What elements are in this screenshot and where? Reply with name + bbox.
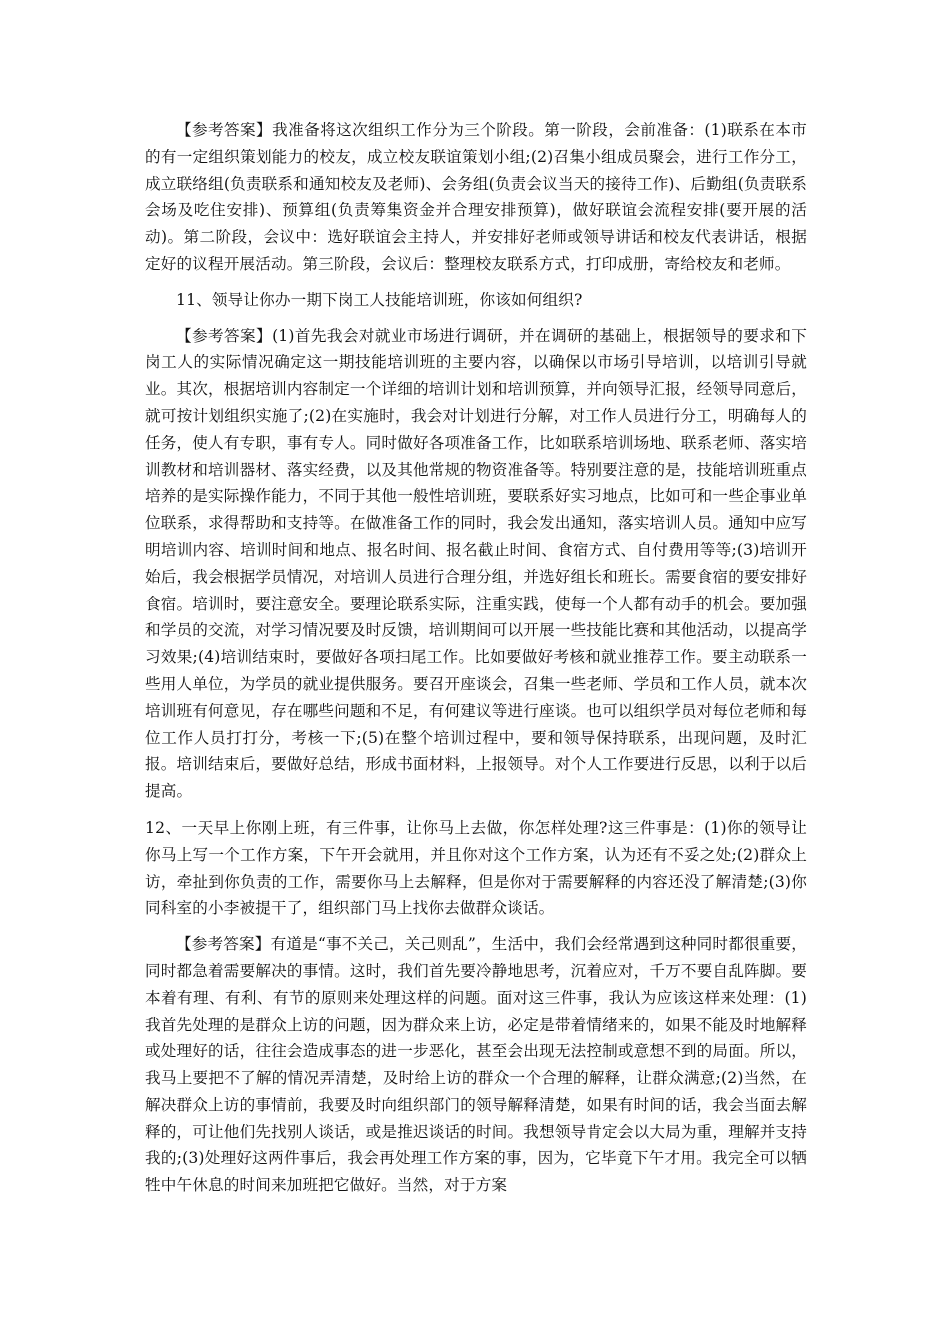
document-body bbox=[145, 117, 807, 1199]
answer-paragraph-10: 【参考答案】我准备将这次组织工作分为三个阶段。第一阶段，会前准备：(1)联系在本市的有一定组织策划能力的校友，成立校友联谊策划小组;(2)召集小组成员聚会，进行工作分工，成立联络组(负责联系和通知校友及老师)、会务组(负责会议当天的接待工作)、后勤组(负责联系会场及吃住安排)、预算组(负责筹集资金并合理安排预算)，做好联谊会流程安排(要开展的活动)。第二阶段，会议中：选好联谊会主持人，并安排好老师或领导讲话和校友代表讲话，根据定好的议程开展活动。第三阶段，会议后：整理校友联系方式，打印成册，寄给校友和老师。 bbox=[145, 121, 807, 273]
answer-paragraph-12: 【参考答案】有道是“事不关己，关己则乱”，生活中，我们会经常遇到这种同时都很重要，同时都急着需要解决的事情。这时，我们首先要冷静地思考，沉着应对，千万不要自乱阵脚。要本着有理、有利、有节的原则来处理这样的问题。面对这三件事，我认为应该这样来处理：(1)我首先处理的是群众上访的问题，因为群众来上访，必定是带着情绪来的，如果不能及时地解释或处理好的话，往往会造成事态的进一步恶化，甚至会出现无法控制或意想不到的局面。所以，我马上要把不了解的情况弄清楚，及时给上访的群众一个合理的解释，让群众满意;(2)当然，在解决群众上访的事情前，我要及时向组织部门的领导解释清楚，如果有时间的话，我会当面去解释的，可让他们先找别人谈话，或是推迟谈话的时间。我想领导肯定会以大局为重，理解并支持我的;(3)处理好这两件事后，我会再处理工作方案的事，因为，它毕竟下午才用。我完全可以牺牲中午休息的时间来加班把它做好。当然，对于方案 bbox=[145, 935, 807, 1195]
answer-paragraph-11: 【参考答案】(1)首先我会对就业市场进行调研，并在调研的基础上，根据领导的要求和下岗工人的实际情况确定这一期技能培训班的主要内容，以确保以市场引导培训，以培训引导就业。其次，根据培训内容制定一个详细的培训计划和培训预算，并向领导汇报，经领导同意后，就可按计划组织实施了;(2)在实施时，我会对计划进行分解，对工作人员进行分工，明确每人的任务，使人有专职，事有专人。同时做好各项准备工作，比如联系培训场地、联系老师、落实培训教材和培训器材、落实经费，以及其他常规的物资准备等。特别要注意的是，技能培训班重点培养的是实际操作能力，不同于其他一般性培训班，要联系好实习地点，比如可和一些企事业单位联系，求得帮助和支持等。在做准备工作的同时，我会发出通知，落实培训人员。通知中应写明培训内容、培训时间和地点、报名时间、报名截止时间、食宿方式、自付费用等等;(3)培训开始后，我会根据学员情况，对培训人员进行合理分组，并选好组长和班长。需要食宿的要安排好食宿。培训时，要注意安全。要理论联系实际，注重实践，使每一个人都有动手的机会。要加强和学员的交流，对学习情况要及时反馈，培训期间可以开展一些技能比赛和其他活动，以提高学习效果;(4)培训结束时，要做好各项扫尾工作。比如要做好考核和就业推荐工作。要主动联系一些用人单位，为学员的就业提供服务。要召开座谈会，召集一些老师、学员和工作人员，就本次培训班有何意见，存在哪些问题和不足，有何建议等进行座谈。也可以组织学员对每位老师和每位工作人员打打分，考核一下;(5)在整个培训过程中，要和领导保持联系，出现问题，及时汇报。培训结束后，要做好总结，形成书面材料，上报领导。对个人工作要进行反思，以利于以后提高。 bbox=[145, 326, 807, 801]
question-11: 11、领导让你办一期下岗工人技能培训班，你该如何组织? bbox=[176, 290, 583, 309]
question-12: 12、一天早上你刚上班，有三件事，让你马上去做，你怎样处理?这三件事是：(1)你的领导让你马上写一个工作方案，下午开会就用，并且你对这个工作方案，认为还有不妥之处;(2)群众上访，牵扯到你负责的工作，需要你马上去解释，但是你对于需要解释的内容还没了解清楚;(3)你同科室的小李被提干了，组织部门马上找你去做群众谈话。 bbox=[145, 818, 807, 918]
